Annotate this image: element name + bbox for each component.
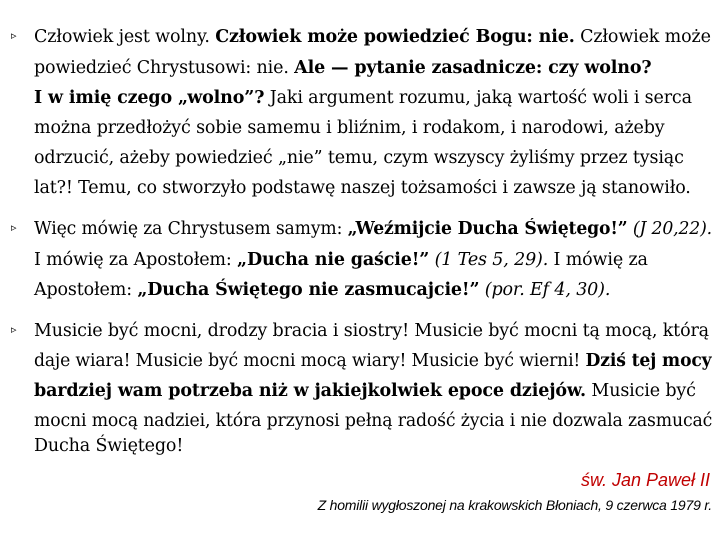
paragraph-2-line-3: Apostołem: „Ducha Świętego nie zasmucajcie!” (por. Ef 4, 30). [34,280,611,300]
paragraph-3-line-4: mocni mocą nadziei, która przynosi pełną radość życia i nie dozwala zasmucać [34,411,713,431]
paragraph-3-line-5: Ducha Świętego! [34,436,184,456]
paragraph-1-line-1: Człowiek jest wolny. Człowiek może powiedzieć Bogu: nie. Człowiek może [34,27,711,47]
paragraph-2-line-2: I mówię za Apostołem: „Ducha nie gaście!” (1 Tes 5, 29). I mówię za [34,250,648,270]
paragraph-1-line-5: odrzucić, ażeby powiedzieć „nie” temu, czym wszyscy żyliśmy przez tysiąc [34,148,684,168]
paragraph-3-line-2: daje wiara! Musicie być mocni mocą wiary! Musicie być wierni! Dziś tej mocy [34,351,712,371]
signature-author: św. Jan Paweł II [580,470,710,490]
paragraph-2-line-1: Więc mówię za Chrystusem samym: „Weźmijcie Ducha Świętego!” (J 20,22). [34,219,712,239]
signature-source: Z homilii wygłoszonej na krakowskich Błoniach, 9 czerwca 1979 r. [317,497,712,513]
bullet-icon: ▹ [11,323,17,336]
paragraph-1-line-6: lat?! Temu, co stworzyło podstawę naszej tożsamości i zawsze ją stanowiło. [34,178,691,198]
bullet-icon: ▹ [11,221,17,234]
bullet-icon: ▹ [11,29,17,42]
paragraph-1-line-3: I w imię czego „wolno”? Jaki argument rozumu, jaką wartość woli i serca [34,88,692,108]
paragraph-3-line-3: bardziej wam potrzeba niż w jakiejkolwiek epoce dziejów. Musicie być [34,381,696,401]
paragraph-1-line-2: powiedzieć Chrystusowi: nie. Ale — pytanie zasadnicze: czy wolno? [34,58,652,78]
paragraph-3-line-1: Musicie być mocni, drodzy bracia i siostry! Musicie być mocni tą mocą, którą [34,321,709,341]
paragraph-1-line-4: można przedłożyć sobie samemu i bliźnim, i rodakom, i narodowi, ażeby [34,118,665,138]
